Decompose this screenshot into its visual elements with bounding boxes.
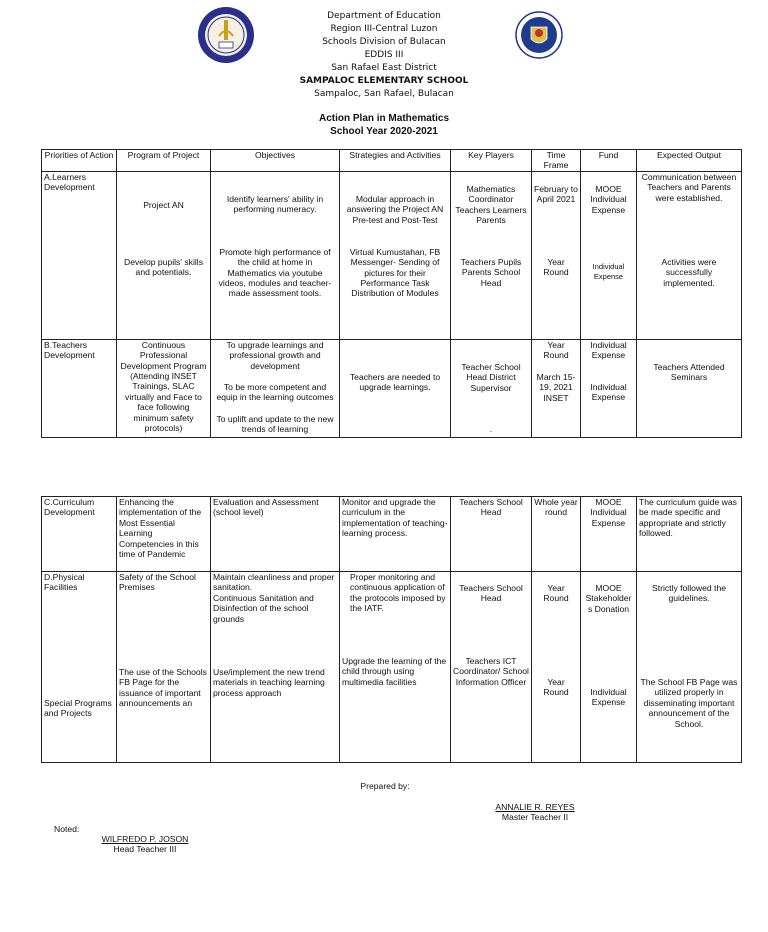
cell-output-2: Activities were successfully implemented. xyxy=(661,256,717,288)
header-line-division: Schools Division of Bulacan xyxy=(322,37,446,47)
cell-players-dot: . xyxy=(489,423,493,434)
prepared-by-label: Prepared by: xyxy=(360,781,410,791)
table-row-learners xyxy=(42,171,742,339)
cell-output-physical: Strictly followed the guidelines. xyxy=(651,583,727,604)
cell-program: Continuous Professional Development Program (Attending INSET Trainings, SLAC virtually and Face to face following minimum safety protocols) xyxy=(117,339,211,437)
header-strategies: Strategies and Activities xyxy=(340,150,451,172)
cell-time-1: February to April 2021 xyxy=(534,183,578,205)
header-priorities: Priorities of Action xyxy=(42,150,117,172)
cell-output: The curriculum guide was be made specific and appropriate and strictly followed. xyxy=(637,497,742,572)
cell-players-special: Teachers ICT Coordinator/ School Information Officer xyxy=(453,656,529,687)
cell-fund-2: Individual Expense xyxy=(590,381,627,403)
cell-strategy: Teachers are needed to upgrade learnings. xyxy=(349,371,441,393)
school-year: School Year 2020-2021 xyxy=(330,126,438,137)
cell-time-2: March 15-19, 2021 INSET xyxy=(536,371,576,403)
cell-players: Teacher School Head District Supervisor xyxy=(461,361,521,393)
header-line-department: Department of Education xyxy=(327,11,441,21)
cell-output-1: Communication between Teachers and Parents were established. xyxy=(641,171,737,203)
cell-time-physical: Year Round xyxy=(543,583,569,604)
cell-players: Teachers School Head xyxy=(451,497,532,572)
noted-label: Noted: xyxy=(54,824,80,834)
header-time-frame: Time Frame xyxy=(532,150,581,172)
header-expected-output: Expected Output xyxy=(637,150,742,172)
cell-objective-1: Identify learners' ability in performing numeracy. xyxy=(226,193,324,215)
header-line-address: Sampaloc, San Rafael, Bulacan xyxy=(314,89,454,99)
cell-players-physical: Teachers School Head xyxy=(459,583,523,604)
cell-time-special: Year Round xyxy=(543,677,569,698)
cell-fund-1: Individual Expense xyxy=(590,339,627,361)
cell-objective-2: Promote high performance of the child at home in Mathematics via youtube videos, modules and teacher-made assessment tools. xyxy=(218,246,332,299)
header-key-players: Key Players xyxy=(451,150,532,172)
cell-strategy-physical: Proper monitoring and continuous application of the protocols imposed by the IATF. xyxy=(350,572,446,614)
cell-fund-physical: MOOE Stakeholder s Donation xyxy=(585,583,632,614)
cell-objective-2: To be more competent and equip in the learning outcomes xyxy=(216,381,334,403)
prepared-by-title: Master Teacher II xyxy=(501,812,569,822)
cell-priority: C.Curriculum Development xyxy=(42,497,117,572)
cell-program-physical: Safety of the School Premises xyxy=(119,572,196,593)
header-line-district: San Rafael East District xyxy=(331,63,437,73)
cell-time-1: Year Round xyxy=(543,339,569,361)
noted-by-title: Head Teacher III xyxy=(113,844,177,854)
table-row-facilities-special xyxy=(42,572,742,763)
cell-priority: A.Learners Development xyxy=(42,171,117,339)
header-line-region: Region III-Central Luzon xyxy=(330,24,438,34)
cell-fund-1: MOOE Individual Expense xyxy=(590,183,627,215)
cell-output: Teachers Attended Seminars xyxy=(653,361,725,383)
cell-strategy-2: Virtual Kumustahan, FB Messenger- Sending of pictures for their Performance Task Distribution of Modules xyxy=(349,246,441,299)
cell-objective-3: To uplift and update to the new trends of learning xyxy=(216,413,334,435)
cell-players-2: Teachers Pupils Parents School Head xyxy=(460,256,522,288)
cell-priority-special: Special Programs and Projects xyxy=(44,698,112,719)
cell-objective-special: Use/implement the new trend materials in teaching learning process approach xyxy=(213,667,325,698)
header-fund: Fund xyxy=(581,150,637,172)
cell-program-special: The use of the Schools FB Page for the issuance of important announcements an xyxy=(119,667,207,709)
cell-time-2: Year Round xyxy=(543,256,569,278)
noted-by-name: WILFREDO P. JOSON xyxy=(101,834,189,844)
cell-fund-special: Individual Expense xyxy=(590,687,627,708)
header-line-eddis: EDDIS III xyxy=(364,50,404,60)
cell-objective-physical-2: Continuous Sanitation and Disinfection of the school grounds xyxy=(213,593,314,624)
header-objectives: Objectives xyxy=(211,150,340,172)
cell-objective-physical-1: Maintain cleanliness and proper sanitation. xyxy=(213,572,335,593)
table-row-curriculum xyxy=(42,497,742,572)
header-program: Program of Project xyxy=(117,150,211,172)
cell-strategy: Monitor and upgrade the curriculum in the implementation of teaching-learning process. xyxy=(340,497,451,572)
cell-strategy-1: Modular approach in answering the Project AN Pre-test and Post-Test xyxy=(346,193,444,225)
table-header-row xyxy=(42,150,742,172)
table-row-teachers xyxy=(42,339,742,437)
cell-fund: MOOE Individual Expense xyxy=(581,497,637,572)
cell-priority-physical: D.Physical Facilities xyxy=(44,572,85,593)
prepared-by-name: ANNALIE R. REYES xyxy=(495,802,575,812)
cell-players-1: Mathematics Coordinator Teachers Learners Parents xyxy=(455,183,527,226)
cell-priority: B.Teachers Development xyxy=(42,339,117,437)
cell-strategy-special: Upgrade the learning of the child through using multimedia facilities xyxy=(342,656,447,687)
document-title: Action Plan in Mathematics xyxy=(318,113,450,124)
cell-fund-2: Individual Expense xyxy=(592,261,625,282)
cell-time: Whole year round xyxy=(532,497,581,572)
cell-objective-1: To upgrade learnings and professional growth and development xyxy=(226,339,324,371)
cell-output-special: The School FB Page was utilized properly in disseminating important announcement of the School. xyxy=(640,677,738,729)
cell-objective: Evaluation and Assessment (school level) xyxy=(211,497,340,572)
action-plan-table-part2 xyxy=(41,496,742,763)
header-line-school: SAMPALOC ELEMENTARY SCHOOL xyxy=(299,76,469,86)
action-plan-table-part1 xyxy=(41,149,742,438)
cell-program-1: Project AN xyxy=(143,199,184,210)
cell-program-2: Develop pupils' skills and potentials. xyxy=(123,256,204,278)
cell-program: Enhancing the implementation of the Most Essential Learning Competencies in this time of Pandemic xyxy=(117,497,211,572)
